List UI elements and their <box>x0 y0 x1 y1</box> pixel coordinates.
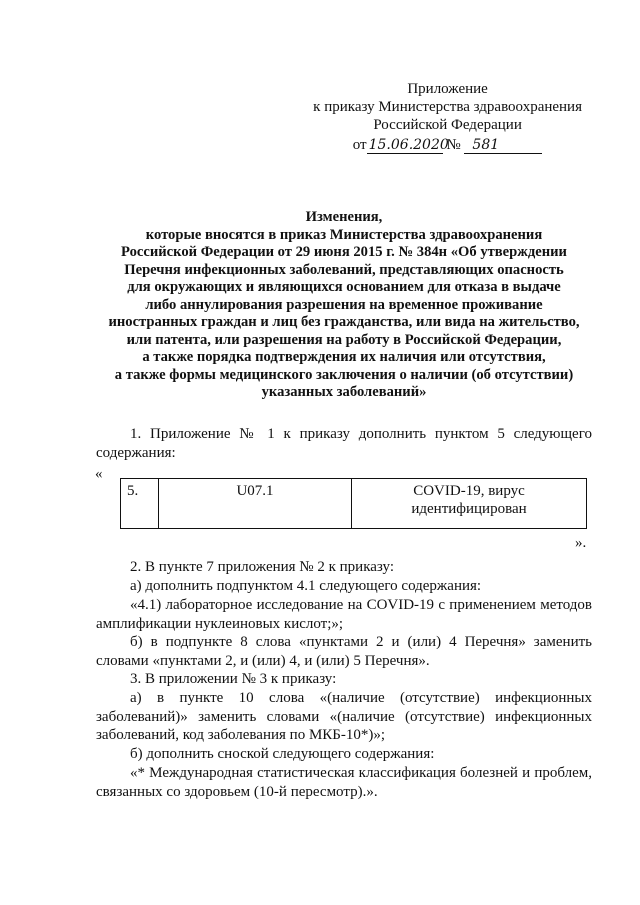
title-line: для окружающих и являющихся основанием для отказа в выдаче <box>127 279 561 295</box>
handwritten-number: 581 <box>464 138 542 154</box>
item-2-a: а) дополнить подпунктом 4.1 следующего содержания: <box>130 578 482 594</box>
title-heading: Изменения, <box>305 209 383 225</box>
open-quote: « <box>95 466 103 482</box>
title-line: Российской Федерации от 29 июня 2015 г. № 384н «Об утверждении <box>121 244 567 260</box>
title-line: которые вносятся в приказ Министерства здравоохранения <box>145 226 543 243</box>
number-prefix: № <box>446 137 461 153</box>
item-1-paragraph: 1. Приложение № 1 к приказу дополнить пунктом 5 следующего содержания: <box>96 426 592 461</box>
item-2-heading: 2. В пункте 7 приложения № 2 к приказу: <box>130 559 395 575</box>
header-date-line <box>313 136 582 154</box>
close-quote: ». <box>575 535 587 551</box>
handwritten-date: 15.06.2020 <box>368 137 449 153</box>
header-line-1: Приложение <box>407 81 488 97</box>
row-number-cell: 5. <box>121 479 159 529</box>
item-2-a-quote: «4.1) лабораторное исследование на COVID-19 с применением методов амплификации нуклеиновых кислот;»; <box>96 597 592 632</box>
appendix-header <box>313 80 582 154</box>
title-line: или патента, или разрешения на работу в Российской Федерации, <box>126 331 562 348</box>
title-line: Перечня инфекционных заболеваний, представляющих опасность <box>124 261 564 278</box>
title-line: а также формы медицинского заключения о наличии (об отсутствии) <box>114 366 574 383</box>
disease-code-cell: U07.1 <box>159 479 352 529</box>
title-line: указанных заболеваний» <box>261 384 427 400</box>
item-3-b: б) дополнить сноской следующего содержания: <box>130 746 435 762</box>
title-line: а также порядка подтверждения их наличия или отсутствия, <box>142 349 546 365</box>
item-3-a: а) в пункте 10 слова «(наличие (отсутствие) инфекционных заболеваний)» заменить словами «(наличие (отсутствие) инфекционных заболеваний, код заболевания по МКБ-10*)»; <box>96 690 592 743</box>
item-3-heading: 3. В приложении № 3 к приказу: <box>130 671 337 687</box>
item-2-b: б) в подпункте 8 слова «пунктами 2 и (или) 4 Перечня» заменить словами «пунктами 2, и (или) 4, и (или) 5 Перечня». <box>96 634 592 669</box>
amendment-table <box>120 478 587 529</box>
header-line-2: к приказу Министерства здравоохранения <box>313 99 582 115</box>
date-prefix: от <box>352 137 367 153</box>
title-line: либо аннулирования разрешения на временное проживание <box>145 296 543 313</box>
header-line-3: Российской Федерации <box>373 117 522 133</box>
disease-name-cell: COVID-19, вирус идентифицирован <box>352 479 587 529</box>
document-title <box>96 209 592 402</box>
title-line: иностранных граждан и лиц без гражданства, или вида на жительство, <box>108 314 580 330</box>
table-row <box>121 479 587 529</box>
item-3-b-quote: «* Международная статистическая классификация болезней и проблем, связанных со здоровьем (10-й пересмотр).». <box>96 765 592 800</box>
